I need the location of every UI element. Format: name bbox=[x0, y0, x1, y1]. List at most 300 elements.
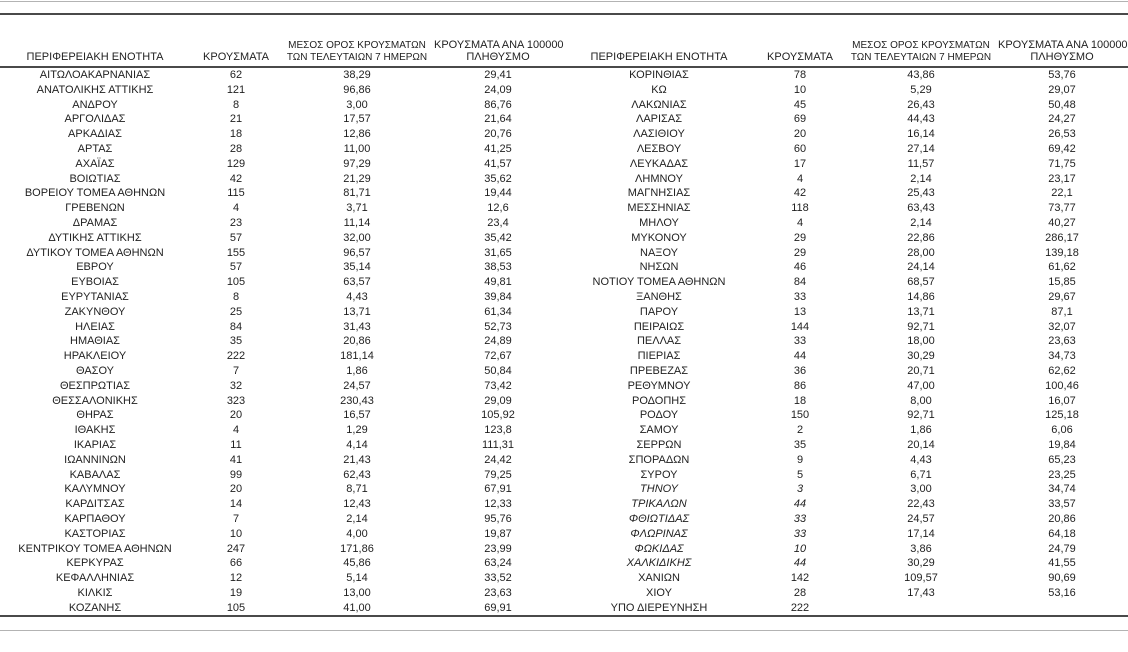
cell-per100k: 73,42 bbox=[484, 379, 512, 392]
table-row bbox=[0, 556, 564, 571]
cell-avg7: 97,29 bbox=[343, 157, 371, 170]
cell-per100k: 24,27 bbox=[1048, 113, 1076, 126]
cell-avg7: 3,00 bbox=[346, 98, 368, 111]
cell-per100k: 24,42 bbox=[484, 453, 512, 466]
cell-avg7: 3,00 bbox=[910, 483, 932, 496]
cell-cases: 45 bbox=[793, 98, 807, 111]
cell-region: ΚΑΣΤΟΡΙΑΣ bbox=[64, 527, 126, 540]
cell-per100k: 23,63 bbox=[484, 586, 512, 599]
cell-per100k: 79,25 bbox=[484, 468, 512, 481]
table-row bbox=[0, 379, 564, 394]
cell-region: ΛΕΣΒΟΥ bbox=[636, 142, 682, 155]
table-row bbox=[564, 334, 1128, 349]
cell-cases: 29 bbox=[793, 246, 807, 259]
cell-cases: 25 bbox=[229, 305, 243, 318]
cell-region: ΜΕΣΣΗΝΙΑΣ bbox=[627, 202, 691, 215]
cell-avg7: 24,57 bbox=[343, 379, 371, 392]
cell-per100k: 23,63 bbox=[1048, 335, 1076, 348]
cell-per100k: 286,17 bbox=[1045, 231, 1079, 244]
cell-avg7 bbox=[846, 601, 996, 617]
cell-per100k: 33,52 bbox=[484, 572, 512, 585]
cell-avg7: 12,43 bbox=[343, 498, 371, 511]
table-row bbox=[564, 601, 1128, 617]
cell-cases: 46 bbox=[793, 261, 807, 274]
cell-per100k: 24,89 bbox=[484, 335, 512, 348]
table-row bbox=[0, 98, 564, 113]
cell-region: ΤΡΙΚΑΛΩΝ bbox=[631, 498, 687, 511]
cell-avg7: 96,86 bbox=[343, 83, 371, 96]
table-row bbox=[564, 231, 1128, 246]
cell-avg7: 17,57 bbox=[343, 113, 371, 126]
cell-cases: 32 bbox=[229, 379, 243, 392]
cell-region: ΚΕΝΤΡΙΚΟΥ ΤΟΜΕΑ ΑΘΗΝΩΝ bbox=[18, 542, 172, 555]
cell-region: ΕΥΡΥΤΑΝΙΑΣ bbox=[61, 290, 129, 303]
table-row bbox=[564, 394, 1128, 409]
cell-avg7: 18,00 bbox=[907, 335, 935, 348]
cell-per100k: 49,81 bbox=[484, 276, 512, 289]
cell-region: ΛΑΣΙΘΙΟΥ bbox=[633, 128, 685, 141]
table-row bbox=[0, 231, 564, 246]
cell-cases: 105 bbox=[226, 276, 246, 289]
cell-cases: 18 bbox=[793, 394, 807, 407]
table-row bbox=[564, 556, 1128, 571]
cell-region: ΘΕΣΠΡΩΤΙΑΣ bbox=[59, 379, 131, 392]
cell-cases: 35 bbox=[793, 438, 807, 451]
table-row bbox=[0, 246, 564, 261]
cell-region: ΑΡΓΟΛΙΔΑΣ bbox=[64, 113, 126, 126]
cell-region: ΛΑΚΩΝΙΑΣ bbox=[631, 98, 687, 111]
table-row bbox=[564, 157, 1128, 172]
cell-per100k: 123,8 bbox=[484, 424, 512, 437]
cell-cases: 7 bbox=[232, 512, 240, 525]
table-row bbox=[0, 571, 564, 586]
cell-avg7: 30,29 bbox=[907, 557, 935, 570]
cell-per100k: 72,67 bbox=[484, 350, 512, 363]
cell-region: ΜΑΓΝΗΣΙΑΣ bbox=[627, 187, 691, 200]
cell-cases: 8 bbox=[232, 290, 240, 303]
cell-region: ΞΑΝΘΗΣ bbox=[636, 290, 682, 303]
table-row bbox=[0, 438, 564, 453]
cell-region: ΔΥΤΙΚΟΥ ΤΟΜΕΑ ΑΘΗΝΩΝ bbox=[26, 246, 164, 259]
column-header-avg7days: ΜΕΣΟΣ ΟΡΟΣ ΚΡΟΥΣΜΑΤΩΝ ΤΩΝ ΤΕΛΕΥΤΑΙΩΝ 7 ΗΜΕΡΩΝ bbox=[846, 14, 996, 67]
cell-region: ΙΚΑΡΙΑΣ bbox=[73, 438, 117, 451]
cell-avg7: 43,86 bbox=[907, 69, 935, 81]
cell-per100k: 31,65 bbox=[484, 246, 512, 259]
right-table-body bbox=[564, 67, 1128, 616]
cell-cases: 84 bbox=[793, 276, 807, 289]
cell-region: ΑΡΤΑΣ bbox=[77, 142, 113, 155]
cell-cases: 13 bbox=[793, 305, 807, 318]
cell-avg7: 26,43 bbox=[907, 98, 935, 111]
table-row bbox=[0, 216, 564, 231]
cell-region: ΤΗΝΟΥ bbox=[640, 483, 678, 496]
cell-region: ΣΑΜΟΥ bbox=[639, 424, 679, 437]
cell-avg7: 14,86 bbox=[907, 290, 935, 303]
table-row bbox=[564, 201, 1128, 216]
cell-avg7: 3,86 bbox=[910, 542, 932, 555]
cell-region: ΧΑΛΚΙΔΙΚΗΣ bbox=[626, 557, 692, 570]
cell-avg7: 45,86 bbox=[343, 557, 371, 570]
cell-cases: 3 bbox=[796, 483, 804, 496]
cell-region: ΘΗΡΑΣ bbox=[76, 409, 114, 422]
cell-cases: 10 bbox=[793, 83, 807, 96]
cell-cases: 36 bbox=[793, 364, 807, 377]
cell-per100k: 90,69 bbox=[1048, 572, 1076, 585]
cell-per100k: 53,76 bbox=[1048, 69, 1076, 81]
table-row bbox=[0, 334, 564, 349]
cell-cases: 17 bbox=[793, 157, 807, 170]
cell-cases: 4 bbox=[796, 172, 804, 185]
cell-cases: 11 bbox=[230, 438, 242, 451]
cell-per100k: 100,46 bbox=[1045, 379, 1079, 392]
cell-avg7: 1,86 bbox=[346, 364, 368, 377]
column-header-cases: ΚΡΟΥΣΜΑΤΑ bbox=[754, 14, 846, 67]
cell-cases: 33 bbox=[793, 512, 807, 525]
cell-cases: 5 bbox=[796, 468, 804, 481]
cell-region: ΗΜΑΘΙΑΣ bbox=[70, 335, 120, 348]
cell-per100k: 63,24 bbox=[484, 557, 512, 570]
table-row bbox=[564, 542, 1128, 557]
cell-region: ΘΕΣΣΑΛΟΝΙΚΗΣ bbox=[52, 394, 138, 407]
cell-cases: 14 bbox=[229, 498, 243, 511]
cell-avg7: 20,14 bbox=[907, 438, 935, 451]
cell-cases: 33 bbox=[793, 335, 807, 348]
cell-per100k: 53,16 bbox=[1048, 586, 1076, 599]
cell-cases: 2 bbox=[796, 424, 804, 437]
cell-cases: 35 bbox=[229, 335, 243, 348]
table-row bbox=[564, 320, 1128, 335]
table-row bbox=[564, 512, 1128, 527]
cell-avg7: 109,57 bbox=[904, 572, 938, 585]
cell-avg7: 62,43 bbox=[343, 468, 371, 481]
cell-cases: 10 bbox=[793, 542, 807, 555]
cell-region: ΦΩΚΙΔΑΣ bbox=[634, 542, 684, 555]
cell-avg7: 28,00 bbox=[907, 246, 935, 259]
cell-cases: 129 bbox=[226, 157, 246, 170]
cell-avg7: 30,29 bbox=[907, 350, 935, 363]
table-row bbox=[0, 142, 564, 157]
cell-region: ΡΟΔΟΠΗΣ bbox=[631, 394, 687, 407]
cell-avg7: 25,43 bbox=[907, 187, 935, 200]
cell-avg7: 22,86 bbox=[907, 231, 935, 244]
cell-avg7: 16,57 bbox=[343, 409, 371, 422]
cell-per100k: 34,73 bbox=[1048, 350, 1076, 363]
cell-per100k: 34,74 bbox=[1048, 483, 1076, 496]
cell-cases: 60 bbox=[793, 142, 807, 155]
cell-cases: 105 bbox=[226, 601, 246, 614]
cell-cases: 20 bbox=[793, 128, 807, 141]
cell-per100k: 50,84 bbox=[484, 364, 512, 377]
cell-per100k: 22,1 bbox=[1051, 187, 1073, 200]
cell-region: ΜΗΛΟΥ bbox=[639, 216, 679, 229]
cell-region: ΖΑΚΥΝΘΟΥ bbox=[64, 305, 126, 318]
cell-avg7: 2,14 bbox=[346, 512, 368, 525]
right-case-table bbox=[564, 13, 1128, 617]
cell-region: ΧΙΟΥ bbox=[646, 586, 672, 599]
cell-per100k: 12,33 bbox=[484, 498, 512, 511]
cell-region: ΜΥΚΟΝΟΥ bbox=[631, 231, 687, 244]
cell-per100k: 67,91 bbox=[484, 483, 512, 496]
cell-cases: 99 bbox=[229, 468, 243, 481]
cell-per100k: 15,85 bbox=[1048, 276, 1076, 289]
cell-per100k: 29,67 bbox=[1048, 290, 1076, 303]
cell-avg7: 31,43 bbox=[343, 320, 371, 333]
cell-avg7: 12,86 bbox=[343, 128, 371, 141]
cell-region: ΧΑΝΙΩΝ bbox=[638, 572, 680, 585]
cell-per100k: 87,1 bbox=[1051, 305, 1073, 318]
cell-avg7: 92,71 bbox=[907, 409, 935, 422]
cell-cases: 150 bbox=[790, 409, 810, 422]
cell-avg7: 27,14 bbox=[907, 142, 935, 155]
cell-per100k: 41,57 bbox=[484, 157, 512, 170]
table-row bbox=[564, 112, 1128, 127]
table-row bbox=[564, 349, 1128, 364]
column-header-per100k: ΚΡΟΥΣΜΑΤΑ ΑΝΑ 100000 ΠΛΗΘΥΣΜΟ bbox=[996, 14, 1128, 67]
cell-cases: 20 bbox=[229, 409, 243, 422]
cell-per100k: 50,48 bbox=[1048, 98, 1076, 111]
table-row bbox=[564, 216, 1128, 231]
cell-avg7: 24,57 bbox=[907, 512, 935, 525]
table-row bbox=[0, 364, 564, 379]
cell-region: ΝΑΞΟΥ bbox=[640, 246, 678, 259]
table-row bbox=[564, 98, 1128, 113]
cell-cases: 323 bbox=[226, 394, 246, 407]
cell-cases: 66 bbox=[229, 557, 243, 570]
cell-per100k: 12,6 bbox=[487, 202, 509, 215]
cell-per100k: 23,4 bbox=[487, 216, 509, 229]
table-row bbox=[564, 83, 1128, 98]
right-table-header bbox=[564, 14, 1128, 67]
cell-cases: 23 bbox=[229, 216, 243, 229]
cell-cases: 222 bbox=[226, 350, 246, 363]
cell-avg7: 68,57 bbox=[907, 276, 935, 289]
cell-cases: 9 bbox=[796, 453, 804, 466]
cell-per100k: 24,09 bbox=[484, 83, 512, 96]
cell-avg7: 5,29 bbox=[910, 83, 932, 96]
cell-cases: 44 bbox=[793, 557, 807, 570]
cell-region: ΚΑΛΥΜΝΟΥ bbox=[64, 483, 126, 496]
cell-avg7: 6,71 bbox=[910, 468, 932, 481]
table-row bbox=[564, 423, 1128, 438]
cell-cases: 33 bbox=[793, 527, 807, 540]
cell-avg7: 8,71 bbox=[346, 483, 368, 496]
cell-region: ΛΕΥΚΑΔΑΣ bbox=[629, 157, 689, 170]
cell-region: ΑΙΤΩΛΟΑΚΑΡΝΑΝΙΑΣ bbox=[39, 69, 151, 81]
cell-region: ΣΥΡΟΥ bbox=[640, 468, 678, 481]
cell-cases: 222 bbox=[790, 601, 810, 614]
left-case-table bbox=[0, 13, 564, 617]
cell-per100k: 62,62 bbox=[1048, 364, 1076, 377]
table-row bbox=[0, 408, 564, 423]
cell-avg7: 32,00 bbox=[343, 231, 371, 244]
cell-avg7: 38,29 bbox=[343, 69, 371, 81]
cell-per100k: 35,42 bbox=[484, 231, 512, 244]
table-row bbox=[0, 349, 564, 364]
cell-per100k: 73,77 bbox=[1048, 202, 1076, 215]
cell-cases: 84 bbox=[229, 320, 243, 333]
table-row bbox=[564, 246, 1128, 261]
cell-region: ΣΕΡΡΩΝ bbox=[636, 438, 682, 451]
cell-region: ΥΠΟ ΔΙΕΡΕΥΝΗΣΗ bbox=[610, 601, 708, 614]
cell-cases: 8 bbox=[232, 98, 240, 111]
table-row bbox=[0, 201, 564, 216]
cell-region: ΙΘΑΚΗΣ bbox=[74, 424, 116, 437]
cell-avg7: 13,71 bbox=[907, 305, 935, 318]
table-row bbox=[0, 453, 564, 468]
table-row bbox=[0, 512, 564, 527]
cell-region: ΚΟΖΑΝΗΣ bbox=[68, 601, 122, 614]
cell-per100k: 33,57 bbox=[1048, 498, 1076, 511]
cell-cases: 247 bbox=[226, 542, 246, 555]
cell-avg7: 63,43 bbox=[907, 202, 935, 215]
cell-region: ΠΙΕΡΙΑΣ bbox=[637, 350, 681, 363]
cell-cases: 69 bbox=[793, 113, 807, 126]
table-row bbox=[0, 112, 564, 127]
cell-region: ΡΕΘΥΜΝΟΥ bbox=[627, 379, 691, 392]
table-row bbox=[0, 260, 564, 275]
cell-region: ΓΡΕΒΕΝΩΝ bbox=[65, 202, 125, 215]
table-row bbox=[564, 379, 1128, 394]
table-row bbox=[564, 482, 1128, 497]
table-row bbox=[564, 527, 1128, 542]
table-row bbox=[0, 157, 564, 172]
cell-per100k: 86,76 bbox=[484, 98, 512, 111]
cell-per100k: 29,41 bbox=[484, 69, 512, 81]
cell-cases: 42 bbox=[793, 187, 807, 200]
table-row bbox=[0, 275, 564, 290]
cell-per100k: 23,17 bbox=[1048, 172, 1076, 185]
column-header-cases: ΚΡΟΥΣΜΑΤΑ bbox=[190, 14, 282, 67]
cell-region: ΕΥΒΟΙΑΣ bbox=[71, 276, 119, 289]
cell-avg7: 81,71 bbox=[343, 187, 371, 200]
cell-cases: 115 bbox=[227, 187, 245, 200]
cell-per100k: 39,84 bbox=[484, 290, 512, 303]
cell-region: ΒΟΙΩΤΙΑΣ bbox=[69, 172, 121, 185]
cell-per100k: 6,06 bbox=[1051, 424, 1073, 437]
cell-cases: 4 bbox=[232, 424, 240, 437]
cell-per100k: 125,18 bbox=[1045, 409, 1079, 422]
cell-per100k: 41,55 bbox=[1048, 557, 1076, 570]
cell-avg7: 13,71 bbox=[343, 305, 371, 318]
cell-avg7: 11,14 bbox=[343, 216, 371, 229]
left-table-header bbox=[0, 14, 564, 67]
cell-region: ΝΟΤΙΟΥ ΤΟΜΕΑ ΑΘΗΝΩΝ bbox=[592, 276, 726, 289]
cell-region: ΔΥΤΙΚΗΣ ΑΤΤΙΚΗΣ bbox=[48, 231, 142, 244]
cell-cases: 78 bbox=[793, 69, 807, 81]
cell-cases: 118 bbox=[791, 202, 809, 215]
cell-per100k: 23,99 bbox=[484, 542, 512, 555]
cell-avg7: 1,29 bbox=[346, 424, 368, 437]
table-row bbox=[0, 423, 564, 438]
cell-avg7: 4,14 bbox=[346, 438, 368, 451]
table-row bbox=[564, 305, 1128, 320]
cell-avg7: 171,86 bbox=[340, 542, 374, 555]
cell-cases: 19 bbox=[229, 586, 243, 599]
table-row bbox=[564, 260, 1128, 275]
cell-cases: 62 bbox=[229, 69, 243, 81]
cell-cases: 33 bbox=[793, 290, 807, 303]
cell-region: ΗΛΕΙΑΣ bbox=[75, 320, 115, 333]
table-row bbox=[0, 83, 564, 98]
cell-avg7: 4,43 bbox=[910, 453, 932, 466]
cell-cases: 121 bbox=[226, 83, 246, 96]
cell-avg7: 92,71 bbox=[907, 320, 935, 333]
table-row bbox=[564, 142, 1128, 157]
cell-region: ΚΟΡΙΝΘΙΑΣ bbox=[629, 69, 689, 81]
cell-cases: 44 bbox=[793, 350, 807, 363]
cell-region: ΛΑΡΙΣΑΣ bbox=[635, 113, 682, 126]
table-row bbox=[564, 67, 1128, 83]
cell-per100k: 69,42 bbox=[1048, 142, 1076, 155]
cell-per100k: 61,34 bbox=[484, 305, 512, 318]
cell-region: ΠΕΛΛΑΣ bbox=[636, 335, 682, 348]
cell-cases: 20 bbox=[229, 483, 243, 496]
cell-per100k: 40,27 bbox=[1048, 216, 1076, 229]
table-row bbox=[0, 586, 564, 601]
table-row bbox=[564, 453, 1128, 468]
table-row bbox=[0, 542, 564, 557]
cell-per100k: 23,25 bbox=[1048, 468, 1076, 481]
cell-cases: 41 bbox=[229, 453, 243, 466]
cell-avg7: 4,00 bbox=[346, 527, 368, 540]
cell-cases: 12 bbox=[229, 572, 243, 585]
cell-region: ΕΒΡΟΥ bbox=[76, 261, 114, 274]
table-row bbox=[0, 290, 564, 305]
cell-per100k bbox=[996, 601, 1128, 617]
top-light-rule bbox=[0, 1, 1128, 2]
table-row bbox=[0, 305, 564, 320]
cell-per100k: 32,07 bbox=[1048, 320, 1076, 333]
cell-region: ΠΑΡΟΥ bbox=[639, 305, 679, 318]
table-row bbox=[564, 571, 1128, 586]
cell-per100k: 35,62 bbox=[484, 172, 512, 185]
cell-per100k: 61,62 bbox=[1048, 261, 1076, 274]
cell-region: ΚΑΡΠΑΘΟΥ bbox=[64, 512, 126, 525]
cell-avg7: 16,14 bbox=[907, 128, 935, 141]
table-row bbox=[0, 172, 564, 187]
cell-region: ΚΑΒΑΛΑΣ bbox=[69, 468, 121, 481]
cell-per100k: 65,23 bbox=[1048, 453, 1076, 466]
cell-avg7: 17,43 bbox=[907, 586, 935, 599]
tables-wrap bbox=[0, 13, 1128, 617]
cell-avg7: 20,86 bbox=[343, 335, 371, 348]
cell-region: ΠΡΕΒΕΖΑΣ bbox=[629, 364, 689, 377]
cell-avg7: 8,00 bbox=[910, 394, 932, 407]
cell-per100k: 20,86 bbox=[1048, 512, 1076, 525]
table-row bbox=[0, 482, 564, 497]
table-row bbox=[0, 320, 564, 335]
cell-per100k: 26,53 bbox=[1048, 128, 1076, 141]
cell-cases: 7 bbox=[232, 364, 240, 377]
cell-region: ΑΝΔΡΟΥ bbox=[72, 98, 118, 111]
cell-per100k: 19,44 bbox=[484, 187, 512, 200]
cell-per100k: 16,07 bbox=[1048, 394, 1076, 407]
cell-cases: 21 bbox=[229, 113, 243, 126]
header-row bbox=[0, 14, 564, 67]
cell-avg7: 1,86 bbox=[910, 424, 932, 437]
cell-per100k: 19,87 bbox=[484, 527, 512, 540]
cell-avg7: 2,14 bbox=[910, 216, 932, 229]
cell-cases: 142 bbox=[790, 572, 810, 585]
table-row bbox=[564, 186, 1128, 201]
cell-avg7: 63,57 bbox=[343, 276, 371, 289]
cell-avg7: 11,57 bbox=[907, 157, 935, 170]
cell-region: ΚΕΦΑΛΛΗΝΙΑΣ bbox=[55, 572, 135, 585]
cell-avg7: 44,43 bbox=[907, 113, 935, 126]
column-header-region: ΠΕΡΙΦΕΡΕΙΑΚΗ ΕΝΟΤΗΤΑ bbox=[0, 14, 190, 67]
cell-per100k: 29,07 bbox=[1048, 83, 1076, 96]
cell-region: ΒΟΡΕΙΟΥ ΤΟΜΕΑ ΑΘΗΝΩΝ bbox=[24, 187, 166, 200]
